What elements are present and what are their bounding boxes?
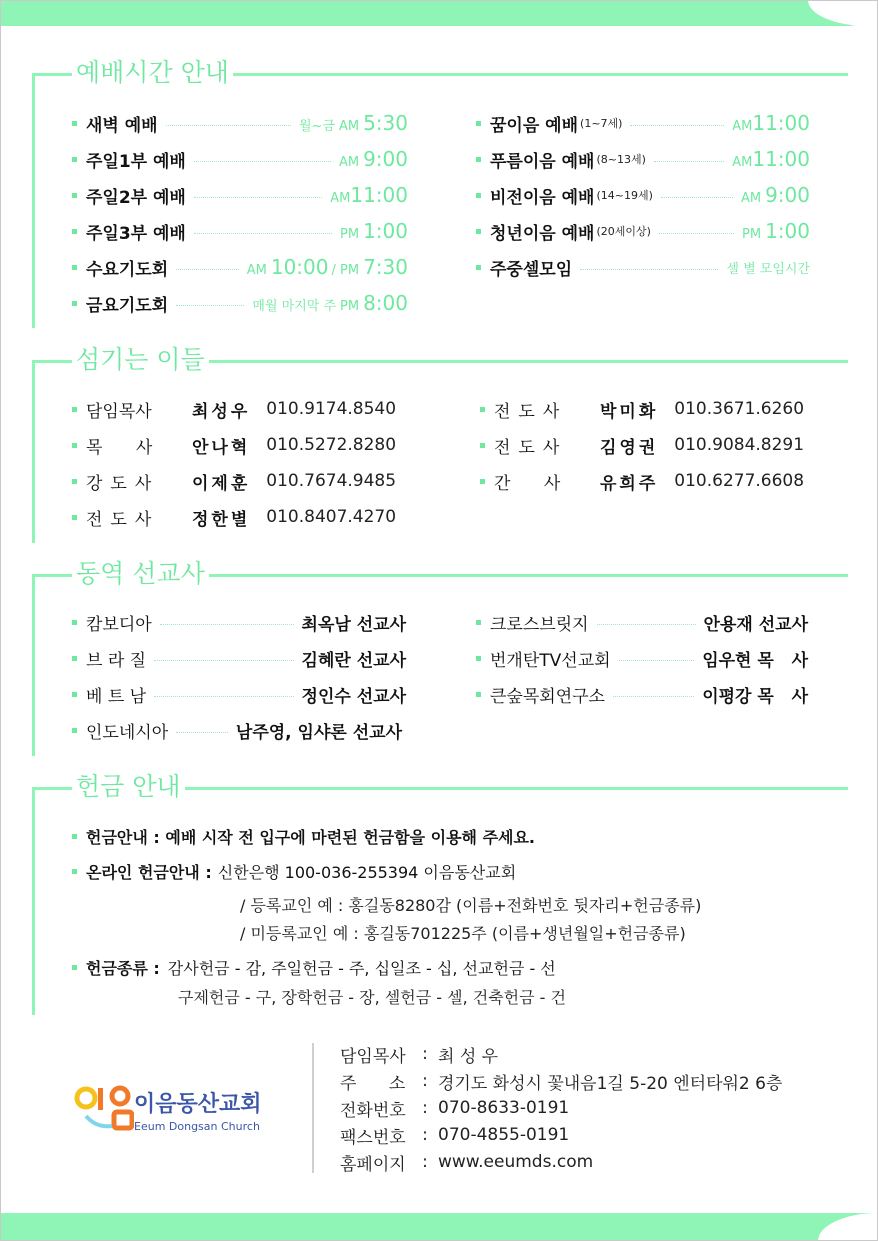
contact-value: 최 성 우 <box>438 1046 499 1067</box>
missionary-name: 이평강 목 사 <box>702 686 808 707</box>
bullet-icon <box>72 407 77 412</box>
logo-text <box>134 1087 262 1133</box>
worship-label: 수요기도회 <box>86 259 169 280</box>
bullet-icon <box>72 692 77 697</box>
worship-item <box>476 109 810 137</box>
staff-item <box>72 395 396 423</box>
staff-item <box>72 431 396 459</box>
worship-label: 주중셀모임 <box>490 259 573 280</box>
online-offering-label: 온라인 헌금안내 : <box>86 862 212 882</box>
staff-role: 전도사 <box>494 437 568 458</box>
leader-dots <box>580 269 718 270</box>
missionary-item <box>72 716 402 744</box>
bullet-icon <box>476 229 481 234</box>
bullet-icon <box>72 301 77 306</box>
worship-time: PM 1:00 <box>742 219 810 243</box>
staff-name: 박미화 <box>600 401 659 422</box>
bullet-icon <box>72 834 77 839</box>
section-title: 섬기는 이들 <box>72 343 209 377</box>
worship-time: AM 9:00 <box>338 147 408 171</box>
unregistered-example: / 미등록교인 예 : 홍길동701225주 (이름+생년월일+헌금종류) <box>240 924 686 943</box>
worship-label: 꿈이음 예배 <box>490 115 579 136</box>
missionary-item <box>72 608 406 636</box>
bullet-icon <box>72 157 77 162</box>
staff-role: 강도사 <box>86 473 160 494</box>
bullet-icon <box>480 443 485 448</box>
worship-item <box>72 181 408 209</box>
contact-address <box>340 1068 782 1094</box>
bullet-icon <box>72 193 77 198</box>
contact-colon: : <box>422 1125 428 1145</box>
bottom-decorative-band <box>0 1213 878 1241</box>
worship-label: 주일3부 예배 <box>86 223 186 244</box>
staff-name: 최성우 <box>192 401 251 422</box>
bullet-icon <box>72 229 77 234</box>
worship-label: 주일2부 예배 <box>86 187 186 208</box>
bullet-icon <box>72 265 77 270</box>
staff-phone: 010.5272.8280 <box>266 435 397 455</box>
staff-role: 담임목사 <box>86 401 152 422</box>
staff-phone: 010.9084.8291 <box>674 435 805 455</box>
mission-place: 인도네시아 <box>86 722 169 743</box>
logo-mark-icon <box>72 1082 134 1138</box>
leader-dots <box>176 305 244 306</box>
staff-name: 이제훈 <box>192 473 251 494</box>
missionary-name: 임우현 목 사 <box>702 650 808 671</box>
staff-phone: 010.9174.8540 <box>266 399 397 419</box>
section-side-rule <box>32 574 35 756</box>
offering-types-list: 감사헌금 - 감, 주일헌금 - 주, 십일조 - 십, 선교헌금 - 선 <box>167 958 556 978</box>
contact-label: 주 소 <box>340 1073 406 1094</box>
church-name-en: Eeum Dongsan Church <box>134 1120 260 1133</box>
bullet-icon <box>72 869 77 874</box>
bullet-icon <box>476 193 481 198</box>
homepage-link[interactable]: www.eeumds.com <box>438 1152 594 1172</box>
section-side-rule <box>32 787 35 1015</box>
staff-phone: 010.7674.9485 <box>266 471 397 491</box>
worship-label: 청년이음 예배 <box>490 223 595 244</box>
offering-types <box>72 953 556 981</box>
worship-time: 셀 별 모임시간 <box>726 261 810 277</box>
worship-item <box>476 181 810 209</box>
staff-item <box>480 467 804 495</box>
mission-place: 캄보디아 <box>86 614 152 635</box>
bullet-icon <box>476 121 481 126</box>
missionary-item <box>476 644 808 672</box>
bullet-icon <box>72 121 77 126</box>
leader-dots <box>194 161 331 162</box>
missionary-item <box>72 644 406 672</box>
bullet-icon <box>72 443 77 448</box>
missionary-item <box>476 608 808 636</box>
staff-item <box>72 503 396 531</box>
worship-item <box>476 145 810 173</box>
bullet-icon <box>476 692 481 697</box>
worship-item <box>476 253 810 281</box>
worship-time: AM 11:00 <box>732 147 810 171</box>
contact-value: 070-4855-0191 <box>438 1125 570 1145</box>
staff-item <box>480 395 804 423</box>
contact-value: 070-8633-0191 <box>438 1098 570 1118</box>
staff-phone: 010.6277.6608 <box>674 471 805 491</box>
worship-item <box>72 217 408 245</box>
staff-phone: 010.8407.4270 <box>266 507 397 527</box>
bullet-icon <box>480 479 485 484</box>
contact-colon: : <box>422 1044 428 1064</box>
leader-dots <box>160 624 294 625</box>
missionary-name: 안용재 선교사 <box>703 614 808 635</box>
bullet-icon <box>72 965 77 970</box>
worship-label: 비전이음 예배 <box>490 187 595 208</box>
worship-item <box>72 253 408 281</box>
leader-dots <box>597 624 696 625</box>
bullet-icon <box>480 407 485 412</box>
contact-label: 홈페이지 <box>340 1154 406 1175</box>
staff-phone: 010.3671.6260 <box>674 399 805 419</box>
section-title: 헌금 안내 <box>72 770 185 804</box>
contact-fax <box>340 1122 569 1148</box>
contact-label: 담임목사 <box>340 1046 406 1067</box>
worship-time: AM 9:00 <box>740 183 810 207</box>
section-title: 예배시간 안내 <box>72 56 233 90</box>
staff-name: 김영권 <box>600 437 659 458</box>
contact-pastor <box>340 1041 498 1067</box>
bullet-icon <box>72 656 77 661</box>
worship-time: AM 11:00 <box>732 111 810 135</box>
bullet-icon <box>72 515 77 520</box>
leader-dots <box>166 125 291 126</box>
church-name: 이음동산교회 <box>134 1092 262 1117</box>
staff-item <box>72 467 396 495</box>
worship-time: AM 10:00 / PM 7:30 <box>246 255 408 279</box>
bullet-icon <box>476 656 481 661</box>
offering-info <box>72 822 535 850</box>
mission-place: 번개탄TV선교회 <box>490 650 611 671</box>
bullet-icon <box>72 620 77 625</box>
leader-dots <box>630 125 724 126</box>
registered-example: / 등록교인 예 : 홍길동8280감 (이름+전화번호 뒷자리+헌금종류) <box>240 896 702 915</box>
contact-divider <box>312 1043 314 1173</box>
bank-account: 신한은행 100-036-255394 이음동산교회 <box>217 862 517 882</box>
bullet-icon <box>476 157 481 162</box>
missionary-name: 김혜란 선교사 <box>301 650 406 671</box>
top-decorative-band <box>0 0 878 26</box>
contact-colon: : <box>422 1098 428 1118</box>
worship-label: 푸름이음 예배 <box>490 151 595 172</box>
bullet-icon <box>72 479 77 484</box>
leader-dots <box>176 732 228 733</box>
staff-role: 목 사 <box>86 437 167 458</box>
mission-place: 베 트 남 <box>86 686 147 707</box>
leader-dots <box>194 233 332 234</box>
leader-dots <box>654 161 724 162</box>
section-side-rule <box>32 360 35 543</box>
worship-label: 주일1부 예배 <box>86 151 186 172</box>
worship-time: AM 11:00 <box>330 183 408 207</box>
contact-phone <box>340 1095 569 1121</box>
contact-label: 전화번호 <box>340 1100 406 1121</box>
age-range: (14~19세) <box>596 189 653 202</box>
age-range: (8~13세) <box>596 153 646 166</box>
worship-item <box>476 217 810 245</box>
section-title: 동역 선교사 <box>72 557 209 591</box>
age-range: (20세이상) <box>596 225 651 238</box>
online-offering <box>72 857 516 885</box>
leader-dots <box>619 660 695 661</box>
worship-label: 금요기도회 <box>86 295 169 316</box>
leader-dots <box>659 233 734 234</box>
staff-name: 유희주 <box>600 473 659 494</box>
offering-guide-text: 헌금안내 : 예배 시작 전 입구에 마련된 헌금함을 이용해 주세요. <box>86 827 536 847</box>
offering-types-label: 헌금종류 : <box>86 958 160 978</box>
contact-label: 팩스번호 <box>340 1127 406 1148</box>
bullet-icon <box>72 728 77 733</box>
section-side-rule <box>32 73 35 328</box>
worship-time: 매월 마지막 주 PM 8:00 <box>252 291 408 315</box>
staff-role: 전도사 <box>86 509 160 530</box>
staff-role: 간 사 <box>494 473 575 494</box>
missionary-name: 남주영, 임샤론 선교사 <box>235 722 402 743</box>
missionary-item <box>72 680 406 708</box>
offering-types-list-2: 구제헌금 - 구, 장학헌금 - 장, 셀헌금 - 셀, 건축헌금 - 건 <box>178 988 566 1007</box>
leader-dots <box>613 696 694 697</box>
leader-dots <box>154 660 293 661</box>
worship-item <box>72 289 408 317</box>
contact-colon: : <box>422 1071 428 1091</box>
bullet-icon <box>476 265 481 270</box>
worship-item <box>72 145 408 173</box>
contact-colon: : <box>422 1152 428 1172</box>
leader-dots <box>661 197 733 198</box>
leader-dots <box>176 269 239 270</box>
missionary-name: 정인수 선교사 <box>301 686 406 707</box>
contact-value: 경기도 화성시 꽃내음1길 5-20 엔터타워2 6층 <box>438 1073 783 1094</box>
missionary-name: 최옥남 선교사 <box>301 614 406 635</box>
mission-place: 크로스브릿지 <box>490 614 589 635</box>
staff-item <box>480 431 804 459</box>
church-logo <box>72 1082 262 1138</box>
leader-dots <box>154 696 293 697</box>
staff-role: 전도사 <box>494 401 568 422</box>
missionary-item <box>476 680 808 708</box>
contact-homepage <box>340 1149 593 1175</box>
bullet-icon <box>476 620 481 625</box>
worship-label: 새벽 예배 <box>86 115 158 136</box>
worship-time: 월~금 AM 5:30 <box>298 111 408 135</box>
staff-name: 안나혁 <box>192 437 251 458</box>
worship-time: PM 1:00 <box>340 219 408 243</box>
mission-place: 큰숲목회연구소 <box>490 686 605 707</box>
worship-item <box>72 109 408 137</box>
staff-name: 정한별 <box>192 509 251 530</box>
leader-dots <box>194 197 322 198</box>
mission-place: 브 라 질 <box>86 650 147 671</box>
age-range: (1~7세) <box>580 117 623 130</box>
